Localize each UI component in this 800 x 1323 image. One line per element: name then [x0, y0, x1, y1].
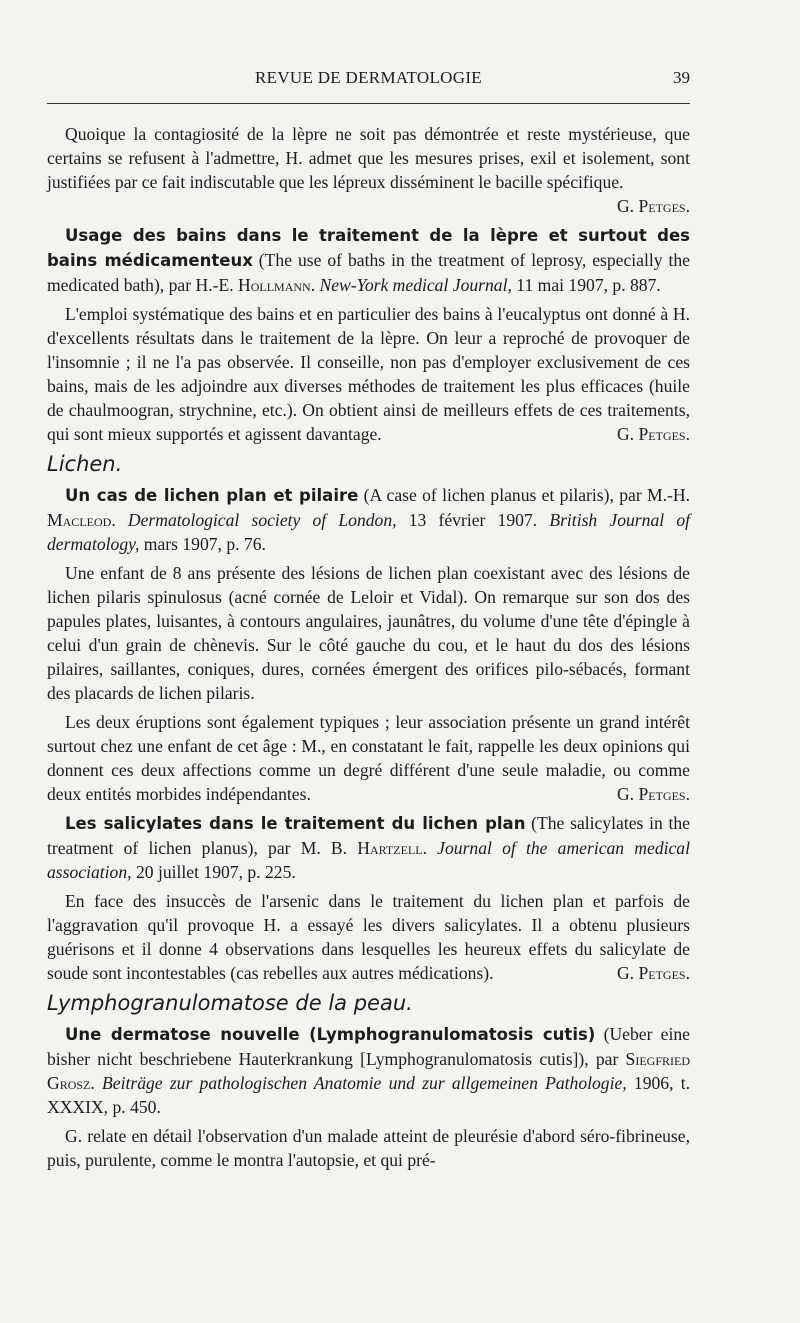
- reference-date: 13 février 1907.: [396, 510, 550, 530]
- reference-date: 1906, t. XXXIX, p. 450.: [47, 1073, 691, 1117]
- page-header: [47, 68, 690, 96]
- section-heading-lichen: Lichen.: [47, 452, 123, 476]
- abstract-paragraph: [47, 710, 690, 806]
- paragraph-text: Quoique la contagiosité de la lèpre ne soit pas démontrée et reste mystérieuse, que certains se refusent à l'admettre, H. admet que les mesures prises, exil et isolement, sont justifiées par ce fait indiscutable que les lépreux disséminent le bacille spécifique.: [47, 124, 690, 192]
- article-heading: [47, 483, 690, 556]
- reference-date-2: mars 1907, p. 76.: [139, 534, 266, 554]
- author-name: Hartzell: [357, 838, 423, 858]
- header-rule: [47, 103, 690, 104]
- article-heading: [47, 1022, 690, 1119]
- reference-text: (A case of lichen planus et pilaris), par M.-H.: [358, 485, 691, 505]
- article-title: Un cas de lichen plan et pilaire: [65, 486, 359, 505]
- article-title: Une dermatose nouvelle (Lymphogranulomatosis cutis): [65, 1025, 596, 1044]
- reference-text: (The use of baths in the treatment of leprosy, especially the medicated bath), par H.-E.: [47, 250, 690, 295]
- abstract-paragraph: [47, 889, 690, 985]
- reference-punct: .: [111, 510, 128, 530]
- article-heading: [47, 223, 690, 297]
- article-title: Usage des bains dans le traitement de la lèpre et surtout des bains médicamenteux: [47, 226, 690, 270]
- paragraph-text: En face des insuccès de l'arsenic dans le traitement du lichen plan et parfois de l'aggravation qu'il provoque H. a essayé les divers salicylates. Il a obtenu plusieurs guérisons et il donne 4 observations dans lesquelles les heureux effets du salicylate de soude sont incontestables (cas rebelles aux autres médications).: [47, 891, 690, 983]
- author-name: Siegfried Grosz: [47, 1049, 690, 1093]
- journal-name: Dermatological society of London,: [127, 510, 397, 530]
- reference-punct: .: [90, 1073, 103, 1093]
- abstract-paragraph: [47, 302, 690, 446]
- reference-punct: .: [310, 275, 320, 295]
- page-number: 39: [673, 68, 690, 87]
- signature: G. Petges.: [616, 784, 690, 804]
- reference-text: (Ueber eine bisher nicht beschriebene Hauterkrankung [Lymphogranulomatosis cutis]), par: [47, 1024, 690, 1069]
- signature: G. Petges.: [616, 963, 690, 983]
- author-name: Hollmann: [238, 275, 311, 295]
- reference-date: 11 mai 1907, p. 887.: [511, 275, 661, 295]
- paragraph-text: L'emploi systématique des bains et en particulier des bains à l'eucalyptus ont donné à H. d'excellents résultats dans le traitement de la lèpre. On leur a reproché de provoquer de l'insomnie ; il ne l'a pas observée. Il conseille, non pas d'employer exclusivement de ces bains, mais de les adjoindre aux diverses méthodes de traitement les plus efficaces (huile de chaulmoogran, strychnine, etc.). On obtient ainsi de meilleurs effets de ces traitements, qui sont mieux supportés et agissent davantage.: [47, 304, 690, 444]
- signature: G. Petges.: [616, 424, 690, 444]
- author-name: Macleod: [47, 510, 112, 530]
- journal-name: Journal of the american medical association,: [47, 838, 690, 882]
- reference-text: (The salicylates in the treatment of lichen planus), par M. B.: [47, 813, 690, 858]
- reference-punct: .: [422, 838, 438, 858]
- journal-name: Beiträge zur pathologischen Anatomie und zur allgemeinen Pathologie,: [102, 1073, 627, 1093]
- abstract-paragraph: G. relate en détail l'observation d'un malade atteint de pleurésie d'abord séro-fibrineuse, puis, purulente, comme le montra l'autopsie, et qui pré-: [47, 1126, 690, 1170]
- journal-name: New-York medical Journal,: [319, 275, 512, 295]
- page-body: [47, 122, 690, 1177]
- reference-date: 20 juillet 1907, p. 225.: [131, 862, 296, 882]
- article-title: Les salicylates dans le traitement du lichen plan: [65, 814, 526, 833]
- abstract-paragraph: [47, 122, 690, 218]
- section-heading-lymphogranulomatose: Lymphogranulomatose de la peau.: [47, 991, 413, 1015]
- paragraph-text: Les deux éruptions sont également typiques ; leur association présente un grand intérêt surtout chez une enfant de cet âge : M., en constatant le fait, rappelle les deux opinions qui donnent ces deux affections comme un degré différent d'une seule maladie, ou comme deux entités morbides indépendantes.: [47, 712, 690, 804]
- journal-name-2: British Journal of dermatology,: [47, 510, 691, 554]
- abstract-paragraph: Une enfant de 8 ans présente des lésions de lichen plan coexistant avec des lésions de lichen pilaris spinulosus (acné cornée de Leloir et Vidal). On remarque sur son dos des papules plates, luisantes, à contours angulaires, jaunâtres, du volume d'une tête d'épingle à celui d'un grain de chènevis. Sur le côté gauche du cou, et le haut du dos des lésions pilaires, saillantes, coniques, dures, cornées émergent des orifices pilo-sébacés, formant des placards de lichen pilaris.: [47, 563, 690, 703]
- running-title: REVUE DE DERMATOLOGIE: [255, 68, 482, 87]
- article-heading: [47, 811, 690, 884]
- signature: G. Petges.: [616, 196, 690, 216]
